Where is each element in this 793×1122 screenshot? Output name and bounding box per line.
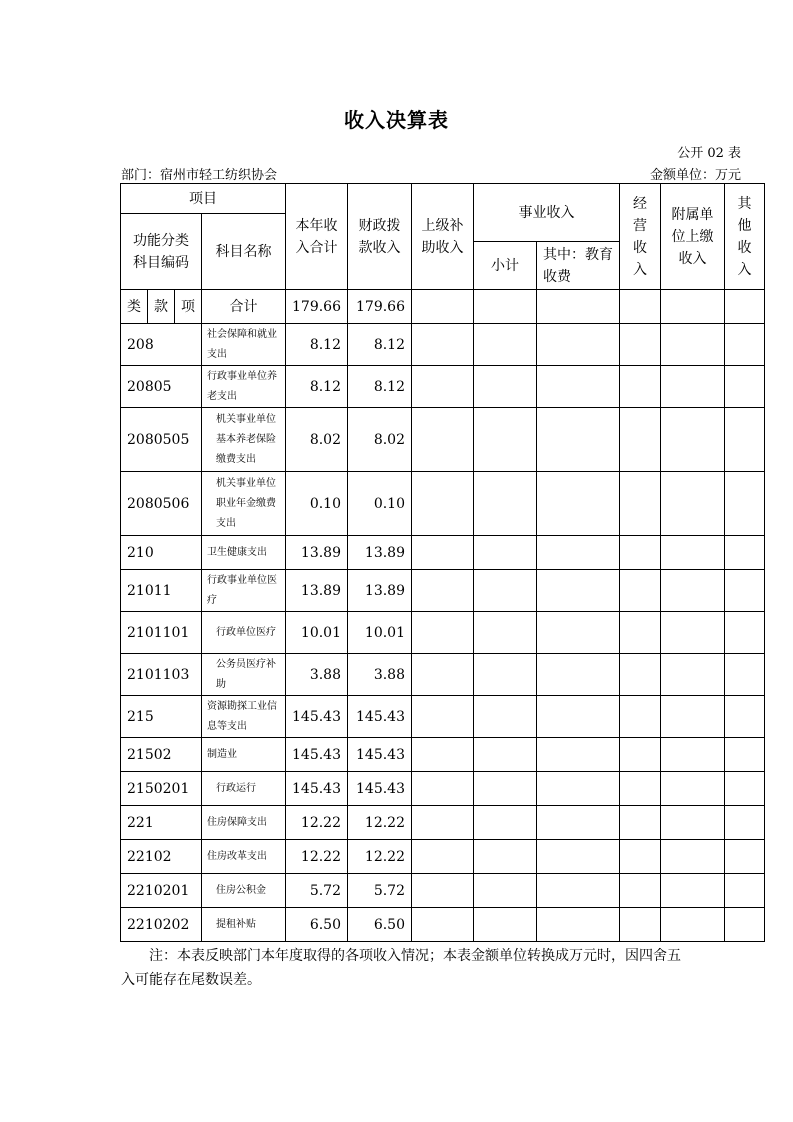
empty-cell — [412, 908, 474, 942]
row-total-income: 145.43 — [286, 772, 348, 806]
row-total-income: 8.02 — [286, 408, 348, 472]
table-row — [121, 366, 765, 408]
row-code: 2101103 — [121, 654, 202, 696]
empty-cell — [620, 536, 661, 570]
header-kuan: 款 — [148, 290, 175, 324]
row-subject-name: 机关事业单位职业年金缴费支出 — [202, 472, 286, 536]
empty-cell — [412, 738, 474, 772]
empty-cell — [620, 654, 661, 696]
row-code: 2150201 — [121, 772, 202, 806]
table-row — [121, 874, 765, 908]
header-total-income: 本年收 入合计 — [286, 184, 348, 290]
row-subject-name: 卫生健康支出 — [202, 536, 286, 570]
empty-cell — [725, 536, 765, 570]
header-row-1 — [121, 184, 765, 214]
empty-cell — [661, 696, 725, 738]
empty-cell — [661, 472, 725, 536]
empty-cell — [661, 612, 725, 654]
empty-cell — [661, 772, 725, 806]
header-xiang: 项 — [175, 290, 202, 324]
table-row — [121, 612, 765, 654]
row-code: 215 — [121, 696, 202, 738]
total-fiscal-value: 179.66 — [348, 290, 412, 324]
empty-cell — [412, 806, 474, 840]
empty-cell — [537, 536, 620, 570]
empty-cell — [474, 874, 537, 908]
table-row — [121, 324, 765, 366]
empty-cell — [412, 612, 474, 654]
row-fiscal: 13.89 — [348, 570, 412, 612]
header-superior-subsidy: 上级补 助收入 — [412, 184, 474, 290]
empty-cell — [474, 738, 537, 772]
empty-cell — [474, 536, 537, 570]
row-subject-name: 提租补贴 — [202, 908, 286, 942]
empty-cell — [725, 366, 765, 408]
empty-cell — [412, 874, 474, 908]
empty-cell — [620, 408, 661, 472]
row-subject-name: 住房改革支出 — [202, 840, 286, 874]
empty-cell — [474, 654, 537, 696]
empty-cell — [412, 324, 474, 366]
row-total-income: 13.89 — [286, 536, 348, 570]
row-code: 21502 — [121, 738, 202, 772]
row-fiscal: 13.89 — [348, 536, 412, 570]
empty-cell — [620, 324, 661, 366]
amount-unit-label: 金额单位：万元 — [649, 168, 741, 183]
table-row — [121, 472, 765, 536]
header-other: 其 他 收 入 — [725, 184, 765, 290]
row-total-income: 145.43 — [286, 738, 348, 772]
row-total-income: 10.01 — [286, 612, 348, 654]
empty-cell — [661, 570, 725, 612]
empty-cell — [661, 654, 725, 696]
row-code: 2210201 — [121, 874, 202, 908]
empty-cell — [620, 612, 661, 654]
empty-cell — [620, 840, 661, 874]
empty-cell — [537, 570, 620, 612]
table-row — [121, 772, 765, 806]
empty-cell — [412, 472, 474, 536]
empty-cell — [474, 612, 537, 654]
empty-cell — [537, 908, 620, 942]
row-code: 22102 — [121, 840, 202, 874]
table-row — [121, 536, 765, 570]
row-subject-name: 行政单位医疗 — [202, 612, 286, 654]
header-fiscal: 财政拨 款收入 — [348, 184, 412, 290]
row-code: 2080506 — [121, 472, 202, 536]
row-total-income: 6.50 — [286, 908, 348, 942]
empty-cell — [620, 472, 661, 536]
table-row — [121, 908, 765, 942]
empty-cell — [474, 472, 537, 536]
empty-cell — [661, 806, 725, 840]
row-code: 210 — [121, 536, 202, 570]
empty-cell — [537, 612, 620, 654]
empty-cell — [412, 408, 474, 472]
row-subject-name: 住房公积金 — [202, 874, 286, 908]
empty-cell — [412, 570, 474, 612]
row-subject-name: 制造业 — [202, 738, 286, 772]
empty-cell — [725, 696, 765, 738]
empty-cell — [661, 874, 725, 908]
row-subject-name: 行政事业单位医疗 — [202, 570, 286, 612]
empty-cell — [537, 738, 620, 772]
header-lei: 类 — [121, 290, 148, 324]
row-subject-name: 社会保障和就业支出 — [202, 324, 286, 366]
empty-cell — [474, 806, 537, 840]
empty-cell — [537, 806, 620, 840]
row-code: 2210202 — [121, 908, 202, 942]
empty-cell — [661, 324, 725, 366]
footnote: 注：本表反映部门本年度取得的各项收入情况；本表金额单位转换成万元时，因四舍五入可能存在尾数误差。 — [121, 948, 681, 988]
empty-cell — [620, 908, 661, 942]
empty-cell — [620, 806, 661, 840]
empty-cell — [725, 408, 765, 472]
empty-cell — [661, 908, 725, 942]
empty-cell — [474, 772, 537, 806]
row-total-income: 12.22 — [286, 840, 348, 874]
empty-cell — [412, 772, 474, 806]
empty-cell — [661, 366, 725, 408]
header-subtotal: 小计 — [474, 242, 537, 290]
row-total-income: 13.89 — [286, 570, 348, 612]
row-subject-name: 行政运行 — [202, 772, 286, 806]
row-code: 221 — [121, 806, 202, 840]
row-fiscal: 8.12 — [348, 324, 412, 366]
empty-cell — [474, 570, 537, 612]
empty-cell — [412, 696, 474, 738]
row-fiscal: 12.22 — [348, 840, 412, 874]
header-education-fee: 其中：教育 收费 — [537, 242, 620, 290]
empty-cell — [412, 366, 474, 408]
row-fiscal: 6.50 — [348, 908, 412, 942]
table-row — [121, 654, 765, 696]
header-business-income: 事业收入 — [474, 184, 620, 242]
row-subject-name: 行政事业单位养老支出 — [202, 366, 286, 408]
row-total-income: 12.22 — [286, 806, 348, 840]
empty-cell — [620, 772, 661, 806]
row-fiscal: 145.43 — [348, 772, 412, 806]
empty-cell — [537, 366, 620, 408]
row-fiscal: 12.22 — [348, 806, 412, 840]
empty-cell — [474, 840, 537, 874]
row-fiscal: 145.43 — [348, 696, 412, 738]
row-subject-name: 机关事业单位基本养老保险缴费支出 — [202, 408, 286, 472]
row-total-income: 8.12 — [286, 324, 348, 366]
row-subject-name: 住房保障支出 — [202, 806, 286, 840]
empty-cell — [412, 654, 474, 696]
empty-cell — [661, 738, 725, 772]
empty-cell — [474, 696, 537, 738]
empty-cell — [620, 874, 661, 908]
empty-cell — [620, 696, 661, 738]
row-subject-name: 公务员医疗补助 — [202, 654, 286, 696]
empty-cell — [537, 696, 620, 738]
total-row — [121, 290, 765, 324]
row-fiscal: 0.10 — [348, 472, 412, 536]
empty-cell — [725, 570, 765, 612]
table-row — [121, 840, 765, 874]
table-row — [121, 570, 765, 612]
header-func-code: 功能分类 科目编码 — [121, 214, 202, 290]
row-total-income: 145.43 — [286, 696, 348, 738]
empty-cell — [620, 366, 661, 408]
empty-cell — [537, 472, 620, 536]
empty-cell — [725, 472, 765, 536]
row-code: 2101101 — [121, 612, 202, 654]
row-code: 20805 — [121, 366, 202, 408]
row-total-income: 8.12 — [286, 366, 348, 408]
empty-cell — [725, 772, 765, 806]
empty-cell — [412, 536, 474, 570]
row-fiscal: 145.43 — [348, 738, 412, 772]
row-total-income: 3.88 — [286, 654, 348, 696]
row-fiscal: 5.72 — [348, 874, 412, 908]
empty-cell — [474, 366, 537, 408]
header-subject-name: 科目名称 — [202, 214, 286, 290]
department-label: 部门：宿州市轻工纺织协会 — [121, 168, 278, 183]
row-total-income: 5.72 — [286, 874, 348, 908]
empty-cell — [537, 772, 620, 806]
table-row — [121, 806, 765, 840]
total-income-value: 179.66 — [286, 290, 348, 324]
row-fiscal: 8.12 — [348, 366, 412, 408]
report-title: 收入决算表 — [344, 108, 449, 132]
empty-cell — [661, 536, 725, 570]
row-fiscal: 10.01 — [348, 612, 412, 654]
income-table — [120, 183, 765, 942]
row-code: 21011 — [121, 570, 202, 612]
header-affiliated: 附属单 位上缴 收入 — [661, 184, 725, 290]
empty-cell — [474, 324, 537, 366]
empty-cell — [725, 738, 765, 772]
empty-cell — [537, 654, 620, 696]
header-operating: 经 营 收 入 — [620, 184, 661, 290]
empty-cell — [537, 840, 620, 874]
empty-cell — [661, 840, 725, 874]
empty-cell — [474, 408, 537, 472]
empty-cell — [620, 738, 661, 772]
table-number: 公开 02 表 — [677, 146, 741, 161]
row-fiscal: 8.02 — [348, 408, 412, 472]
row-total-income: 0.10 — [286, 472, 348, 536]
table-row — [121, 696, 765, 738]
row-code: 2080505 — [121, 408, 202, 472]
empty-cell — [661, 408, 725, 472]
empty-cell — [412, 840, 474, 874]
empty-cell — [725, 908, 765, 942]
empty-cell — [725, 840, 765, 874]
empty-cell — [725, 654, 765, 696]
empty-cell — [620, 570, 661, 612]
row-fiscal: 3.88 — [348, 654, 412, 696]
empty-cell — [725, 806, 765, 840]
empty-cell — [725, 612, 765, 654]
empty-cell — [725, 324, 765, 366]
row-subject-name: 资源勘探工业信息等支出 — [202, 696, 286, 738]
table-row — [121, 408, 765, 472]
row-code: 208 — [121, 324, 202, 366]
header-project: 项目 — [121, 184, 286, 214]
empty-cell — [537, 408, 620, 472]
table-row — [121, 738, 765, 772]
total-label: 合计 — [202, 290, 286, 324]
empty-cell — [725, 874, 765, 908]
empty-cell — [537, 324, 620, 366]
empty-cell — [537, 874, 620, 908]
empty-cell — [474, 908, 537, 942]
